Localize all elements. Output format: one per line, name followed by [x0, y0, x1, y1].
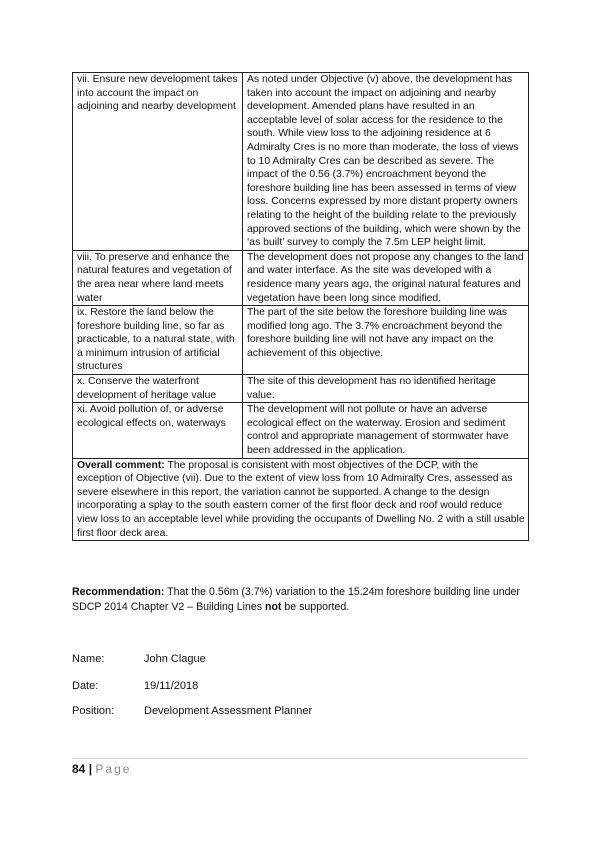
- comment-cell: The part of the site below the foreshore building line was modified long ago. The 3.7% encroachment beyond the foreshore building line will not have any impact on the achievement of this objective.: [243, 306, 529, 375]
- page-footer: [72, 762, 131, 776]
- date-label: Date:: [72, 680, 99, 692]
- page-number: 84: [72, 762, 86, 776]
- position-label: Position:: [72, 705, 115, 717]
- overall-comment-cell: [73, 458, 529, 541]
- footer-separator: |: [85, 762, 96, 776]
- overall-comment-row: [73, 458, 529, 541]
- table-row: [73, 375, 529, 403]
- page-word: Page: [95, 762, 132, 776]
- objective-cell: xi. Avoid pollution of, or adverse ecological effects on, waterways: [73, 403, 243, 458]
- recommendation-text: That the 0.56m (3.7%) variation to the 15.24m foreshore building line under SDCP 2014 Chapter V2 – Building Lines: [72, 586, 520, 613]
- table-row: [73, 403, 529, 458]
- table-row: [73, 73, 529, 251]
- date-value: 19/11/2018: [144, 680, 199, 692]
- overall-comment-label: Overall comment:: [77, 459, 165, 471]
- table-row: [73, 306, 529, 375]
- name-value: John Clague: [144, 653, 206, 665]
- recommendation-label: Recommendation:: [72, 586, 165, 598]
- objectives-table: [72, 72, 529, 541]
- objective-cell: x. Conserve the waterfront development of heritage value: [73, 375, 243, 403]
- objective-cell: ix. Restore the land below the foreshore building line, so far as practicable, to a natural state, with a minimum intrusion of artificial structures: [73, 306, 243, 375]
- name-label: Name:: [72, 653, 105, 665]
- overall-comment-text: The proposal is consistent with most objectives of the DCP, with the exception of Objective (vii). Due to the extent of view loss from 10 Admiralty Cres, assessed as severe elsewhere in this report, the variation cannot be supported. A change to the design incorporating a splay to the south eastern corner of the first floor deck and roof would reduce view loss to an acceptable level while providing the occupants of Dwelling No. 2 with a still usable first floor deck area.: [77, 459, 525, 539]
- recommendation-text-end: be supported.: [281, 600, 350, 613]
- comment-cell: The site of this development has no identified heritage value.: [243, 375, 529, 403]
- objective-cell: vii. Ensure new development takes into account the impact on adjoining and nearby development: [73, 73, 243, 251]
- comment-cell: As noted under Objective (v) above, the development has taken into account the impact on adjoining and nearby development. Amended plans have resulted in an acceptable level of solar access for the residence to the south. While view loss to the adjoining residence at 6 Admiralty Cres is no more than moderate, the loss of views to 10 Admiralty Cres can be described as severe. The impact of the 0.56 (3.7%) encroachment beyond the foreshore building line has been assessed in terms of view loss. Concerns expressed by more distant property owners relating to the height of the building relate to the previously approved sections of the building, which were shown by the ‘as built’ survey to comply the 7.5m LEP height limit.: [243, 73, 529, 251]
- table-row: [73, 250, 529, 305]
- recommendation-paragraph: [72, 585, 532, 614]
- footer-divider: [72, 758, 528, 759]
- position-value: Development Assessment Planner: [144, 705, 313, 717]
- objective-cell: viii. To preserve and enhance the natural features and vegetation of the area near where land meets water: [73, 250, 243, 305]
- recommendation-emphasis: not: [264, 600, 282, 613]
- comment-cell: The development will not pollute or have an adverse ecological effect on the waterway. Erosion and sediment control and appropriate management of stormwater have been addressed in the application.: [243, 403, 529, 458]
- comment-cell: The development does not propose any changes to the land and water interface. As the site was developed with a residence many years ago, the original natural features and vegetation have been long since modified.: [243, 250, 529, 305]
